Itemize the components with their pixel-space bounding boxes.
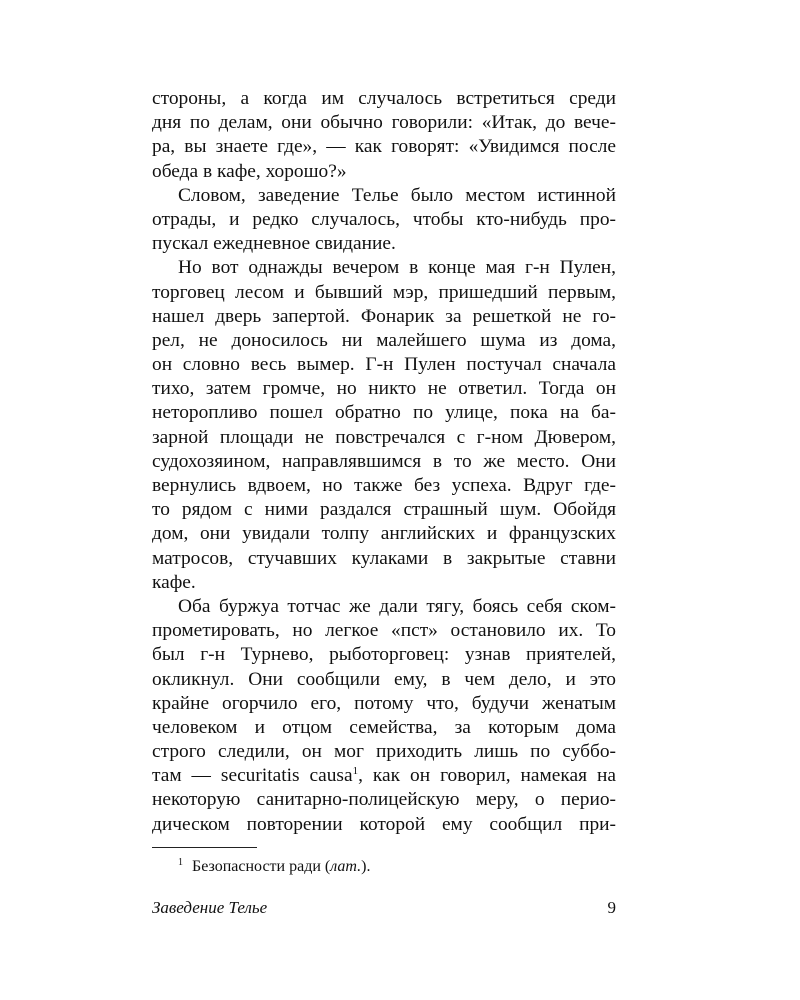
text-line: некоторую санитарно-полицейскую меру, о перио- — [152, 789, 616, 811]
page-number: 9 — [607, 898, 616, 917]
text-line: вернулись вдвоем, но также без успеха. Вдруг где- — [152, 475, 616, 496]
text-line: человеком и отцом семейства, за которым дома — [152, 716, 616, 738]
text-line: обеда в кафе, хорошо?» — [152, 160, 347, 182]
text-line: отрады, и редко случалось, чтобы кто-нибудь про- — [152, 208, 616, 230]
text-line: строго следили, он мог приходить лишь по суббо- — [152, 741, 616, 763]
text-line: прометировать, но легкое «пст» остановило их. То — [152, 620, 616, 642]
footnote-reference[interactable]: 1 — [352, 765, 359, 778]
text-line: кафе. — [152, 571, 196, 593]
text-line: дня по делам, они обычно говорили: «Итак, до вече- — [152, 112, 616, 134]
footnote-marker: 1 — [178, 857, 183, 868]
paragraph-start-line: Оба буржуа тотчас же дали тягу, боясь себя ском- — [178, 595, 616, 617]
text-line: зарной площади не повстречался с г-ном Дювером, — [152, 426, 616, 448]
running-title: Заведение Телье — [152, 898, 268, 917]
text-line: то рядом с ними раздался страшный шум. Обойдя — [152, 499, 616, 521]
paragraph-start-line: Но вот однажды вечером в конце мая г-н Пулен, — [178, 257, 616, 279]
text-line: он словно весь вымер. Г-н Пулен постучал сначала — [152, 354, 616, 376]
footnote-text-end: ). — [361, 858, 371, 875]
text-line: ра, вы знаете где», — как говорят: «Увидимся после — [152, 136, 616, 158]
footnote-text: Безопасности ради ( — [192, 858, 331, 875]
text-line: рел, не доносилось ни малейшего шума из дома, — [152, 329, 616, 351]
footnote — [178, 853, 370, 877]
footnote-language: лат. — [330, 858, 362, 875]
text-line: торговец лесом и бывший мэр, пришедший первым, — [152, 281, 616, 303]
text-line-with-footnote-ref — [152, 764, 616, 788]
text-line: пускал ежедневное свидание. — [152, 233, 396, 255]
text-line: дом, они увидали толпу английских и французских — [152, 523, 616, 545]
text-line: неторопливо пошел обратно по улице, пока на ба- — [152, 402, 616, 424]
footnote-separator — [152, 847, 257, 848]
line-part: , как он говорил, намекая на — [358, 765, 616, 787]
text-line: дическом повторении которой ему сообщил при- — [152, 813, 616, 835]
text-line: нашел дверь запертой. Фонарик за решеткой не го- — [152, 305, 616, 327]
text-line: крайне огорчило его, потому что, будучи женатым — [152, 692, 616, 714]
body-text — [152, 87, 616, 837]
text-line: был г-н Турнево, рыботорговец: узнав приятелей, — [152, 644, 616, 666]
text-line: стороны, а когда им случалось встретиться среди — [152, 88, 616, 109]
paragraph-start-line: Словом, заведение Телье было местом истинной — [178, 184, 616, 206]
text-line: судохозяином, направлявшимся в то же место. Они — [152, 450, 616, 472]
text-line: окликнул. Они сообщили ему, в чем дело, и это — [152, 668, 616, 690]
text-line: матросов, стучавших кулаками в закрытые ставни — [152, 547, 616, 569]
text-line: тихо, затем громче, но никто не ответил. Тогда он — [152, 378, 616, 400]
line-part: там — securitatis causa — [152, 765, 353, 787]
